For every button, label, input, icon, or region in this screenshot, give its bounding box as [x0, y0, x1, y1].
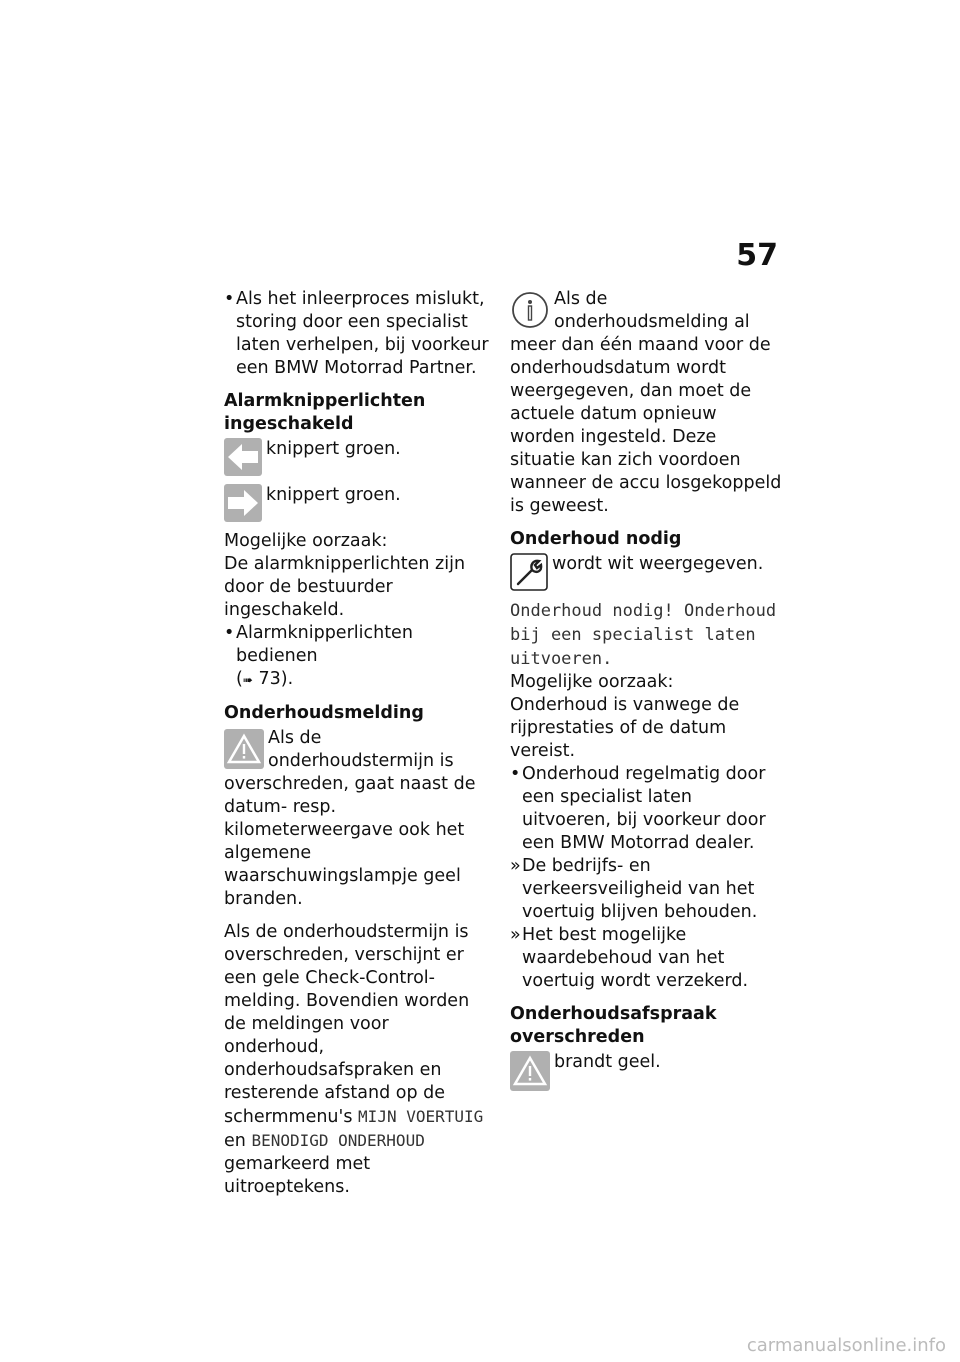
result-item: »De bedrijfs- en verkeersveiligheid van het voertuig blijven behouden. [510, 856, 758, 922]
cause-label: Mogelijke oorzaak: [510, 672, 674, 692]
info-text: Als de onderhoudsmelding al meer dan één maand voor de onderhoudsdatum wordt weergegeven, dan moet de actuele datum opnieuw worden ingesteld. Deze situatie kan zich voordoen wanneer de accu losgekoppeld is geweest. [510, 289, 782, 516]
left-arrow-icon [224, 438, 262, 476]
menu-my-vehicle: MIJN VOERTUIG [358, 1107, 484, 1126]
check-control-message: Onderhoud nodig! Onderhoud bij een specialist laten uitvoeren. [510, 601, 777, 669]
wrench-icon [510, 553, 548, 591]
service-text: Als de onderhoudstermijn is overschreden, gaat naast de datum- resp. kilometerweergave ook het algemene waarschuwingslampje geel branden. [224, 728, 476, 909]
left-arrow-text: knippert groen. [266, 439, 401, 459]
bullet-item: •Onderhoud regelmatig door een specialist laten uitvoeren, bij voorkeur door een BMW Motorrad dealer. [510, 764, 766, 853]
heading-service-needed: Onderhoud nodig [510, 529, 682, 549]
info-icon [510, 290, 550, 330]
info-block [510, 288, 782, 518]
warning-triangle-icon [510, 1051, 550, 1091]
warning-text: brandt geel. [554, 1052, 661, 1072]
heading-service: Onderhoudsmelding [224, 703, 424, 723]
cause-label: Mogelijke oorzaak: [224, 531, 388, 551]
cause-text: De alarmknipperlichten zijn door de bestuurder ingeschakeld. [224, 554, 466, 620]
cause-text: Onderhoud is vanwege de rijprestaties of de datum vereist. [510, 695, 740, 761]
heading-alarm: Alarmknipperlichten ingeschakeld [224, 391, 426, 434]
left-arrow-row [224, 438, 492, 476]
right-arrow-row [224, 484, 492, 522]
overdue-paragraph: Als de onderhoudstermijn is overschreden, verschijnt er een gele Check-Control-melding. Bovendien worden de meldingen voor onderhoud, onderhoudsafspraken en resterende afstand op de schermmenu's MIJN VOERTUIG en BENODIGD ONDERHOUD gemarkeerd met uitroeptekens. [224, 922, 484, 1197]
bullet-item: •Als het inleerproces mislukt, storing door een specialist laten verhelpen, bij voorkeur een BMW Motorrad Partner. [224, 289, 489, 378]
bullet-item: •Alarmknipperlichten bedienen (➠ 73). [224, 623, 413, 689]
menu-service-required: BENODIGD ONDERHOUD [251, 1131, 425, 1150]
heading-appointment-overdue: Onderhoudsafspraak overschreden [510, 1004, 717, 1047]
page-ref[interactable]: 73 [258, 669, 281, 689]
left-column [224, 288, 492, 1209]
wrench-text: wordt wit weergegeven. [552, 554, 764, 574]
wrench-row [510, 553, 782, 591]
right-arrow-text: knippert groen. [266, 485, 401, 505]
warning-row [510, 1051, 782, 1091]
service-block [224, 727, 492, 911]
warning-triangle-icon [224, 729, 264, 769]
right-arrow-icon [224, 484, 262, 522]
right-column [510, 288, 782, 1099]
page-number: 57 [736, 238, 778, 273]
watermark: carmanualsonline.info [746, 1335, 946, 1356]
result-item: »Het best mogelijke waardebehoud van het voertuig wordt verzekerd. [510, 925, 749, 991]
page-ref-icon: ➠ [242, 673, 253, 687]
